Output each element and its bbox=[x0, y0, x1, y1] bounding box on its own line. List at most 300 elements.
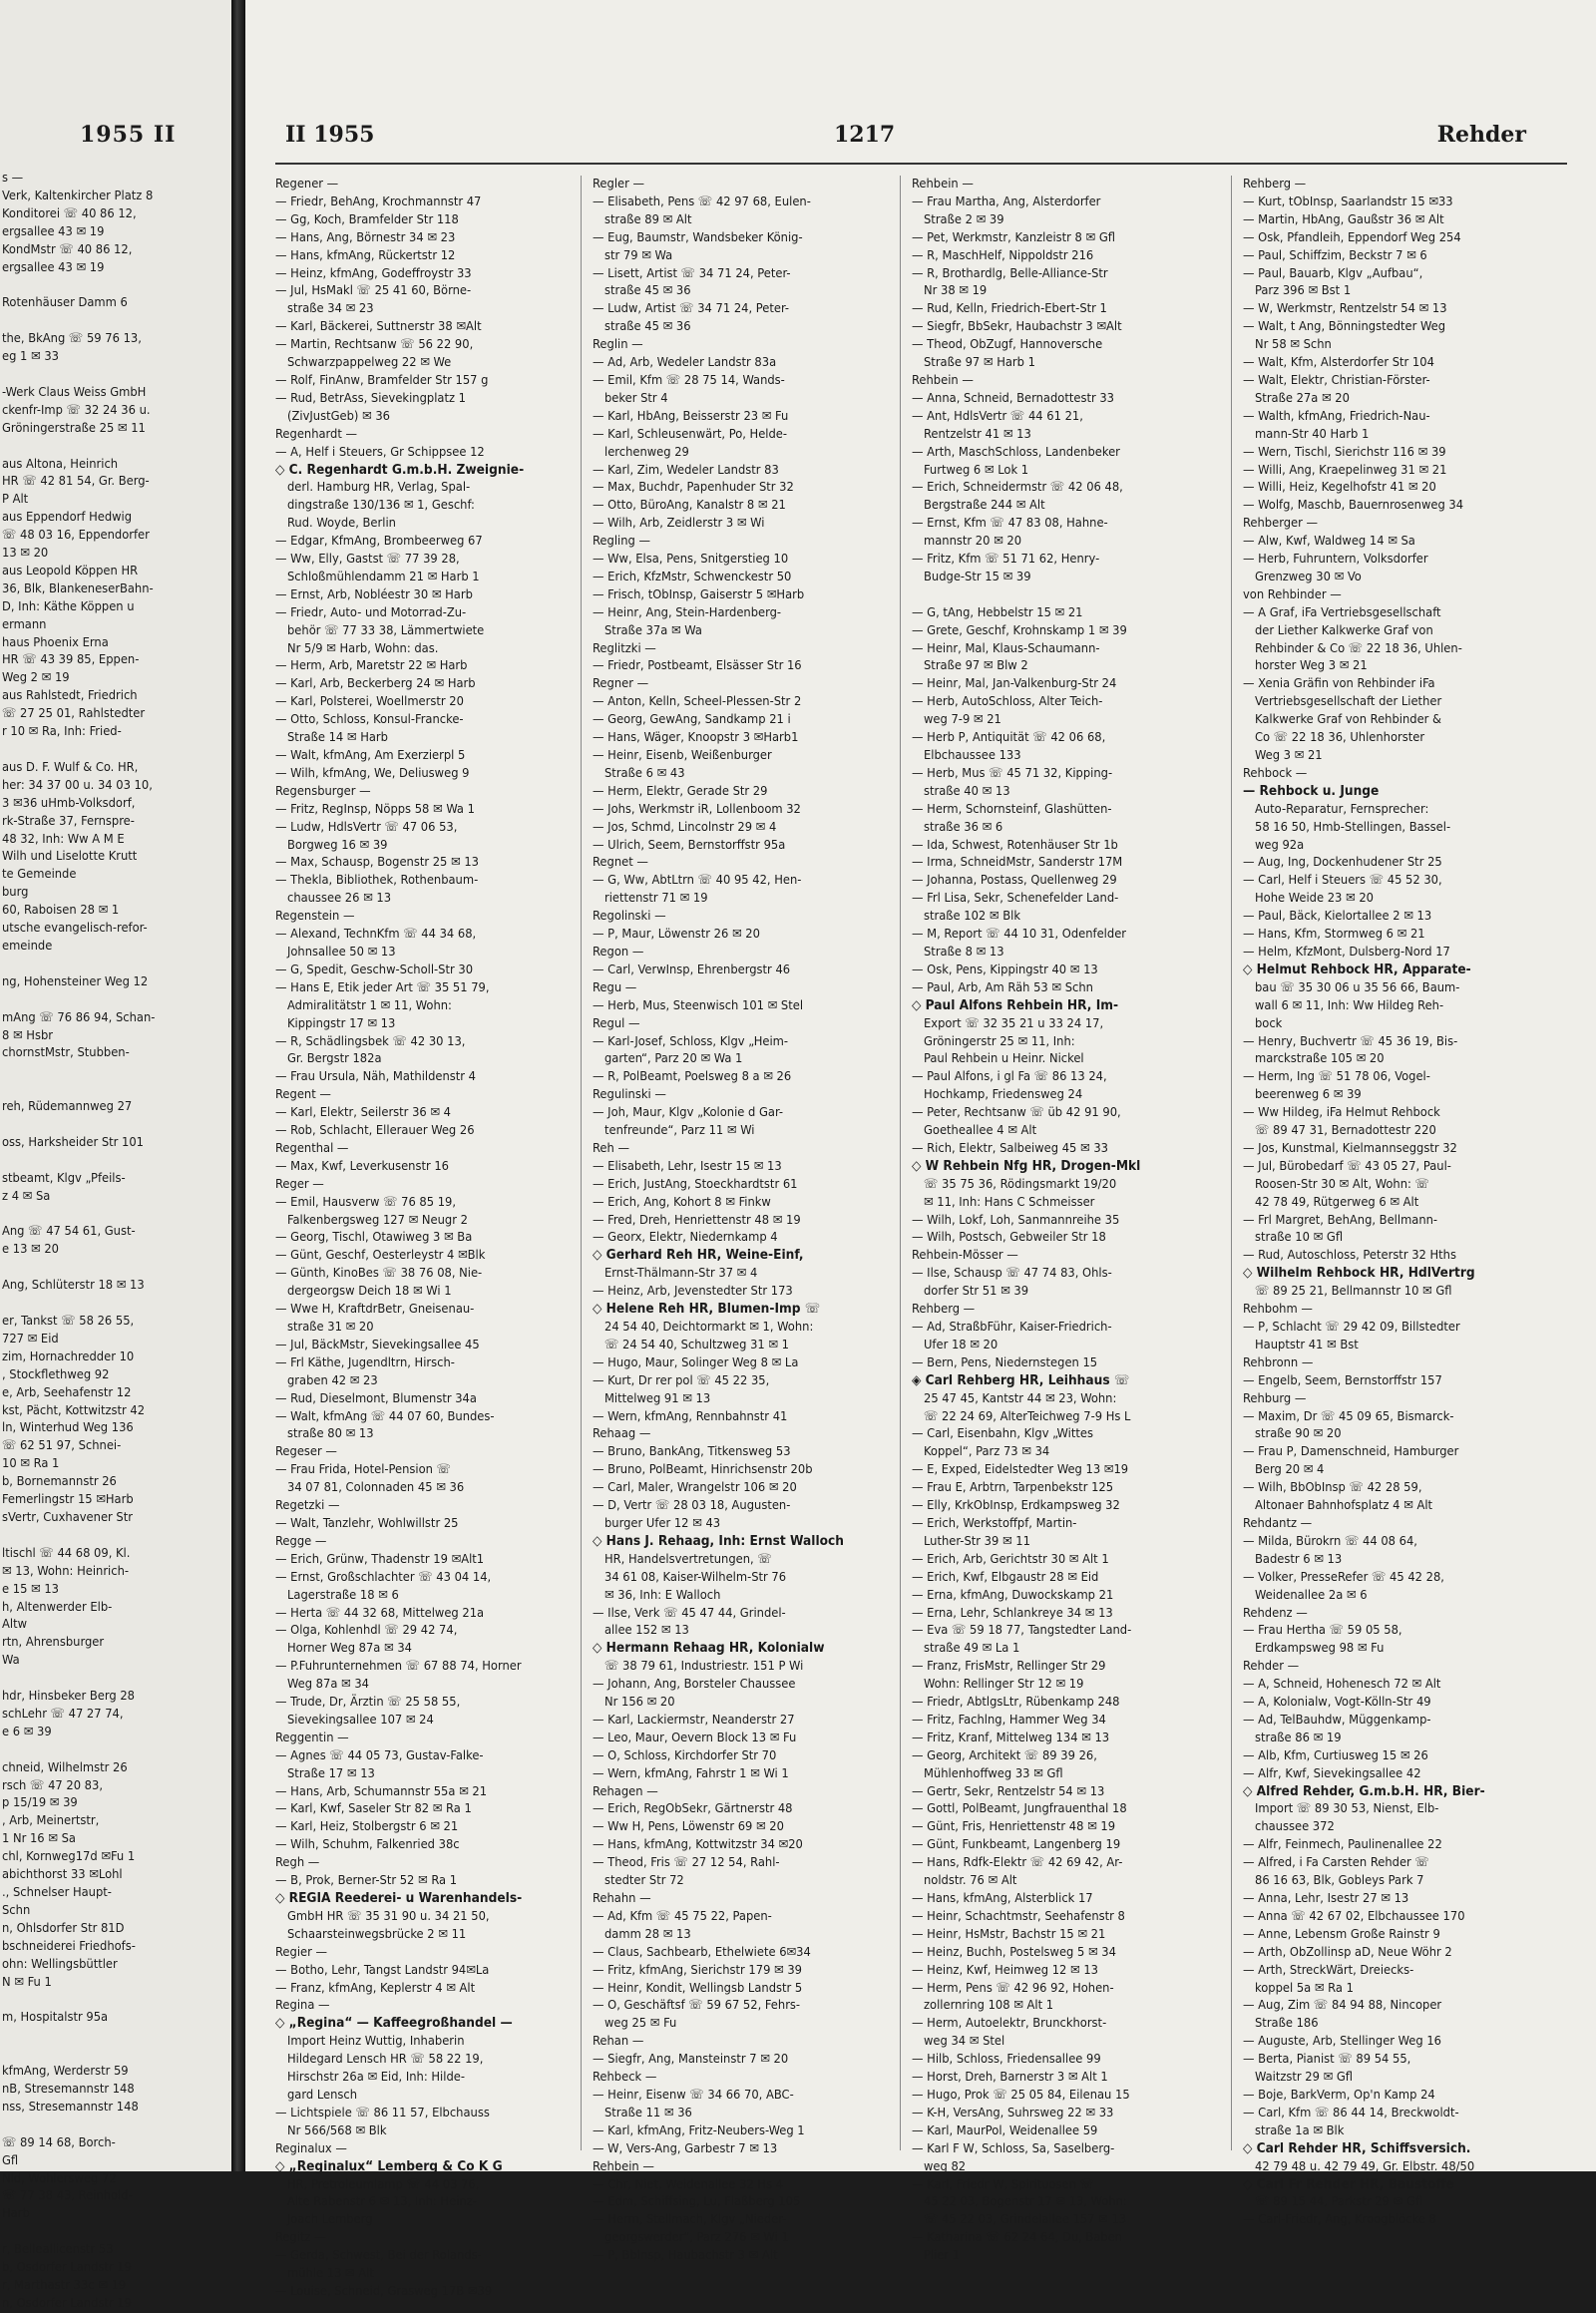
directory-entry: — R, Schädlingsbek ☏ 42 30 13, bbox=[275, 1033, 466, 1049]
directory-entry: — Wern, kfmAng, Rennbahnstr 41 bbox=[593, 1408, 788, 1424]
directory-entry: — Walt, kfmAng, Am Exerzierpl 5 bbox=[275, 748, 466, 763]
directory-entry: Regon — bbox=[593, 944, 644, 960]
directory-entry: Hohe Weide 23 ✉ 20 bbox=[1255, 891, 1374, 907]
left-page-line: Femerlingstr 15 ✉Harb bbox=[2, 1492, 134, 1508]
directory-entry: — Karl, Schleusenwärt, Po, Helde- bbox=[593, 426, 788, 442]
directory-entry: Regulinski — bbox=[593, 1087, 666, 1103]
directory-entry: — Franz, kfmAng, Keplerstr 4 ✉ Alt bbox=[275, 1980, 476, 1996]
directory-entry: straße 1a ✉ Blk bbox=[1255, 2122, 1345, 2138]
directory-entry: Straße 27a ✉ 20 bbox=[1255, 390, 1350, 406]
directory-entry: — Erich, Kwf, Elbgaustr 28 ✉ Eid bbox=[912, 1569, 1099, 1585]
left-page-line bbox=[0, 2117, 227, 2134]
directory-entry: Schwarzpappelweg 22 ✉ We bbox=[287, 355, 452, 371]
directory-entry: — Jul, BäckMstr, Sievekingsallee 45 bbox=[275, 1337, 480, 1352]
left-page-line bbox=[0, 1259, 227, 1277]
directory-entry: — Wilh, kfmAng, We, Deliusweg 9 bbox=[275, 765, 470, 781]
directory-entry: — Fred, Dreh, Henriettenstr 48 ✉ 19 bbox=[593, 1212, 801, 1228]
left-page-line: eg 1 ✉ 33 bbox=[2, 349, 59, 365]
directory-entry: — Horst, Dreh, Barnerstr 3 ✉ Alt 1 bbox=[912, 2070, 1108, 2086]
directory-entry: damm 28 ✉ 13 bbox=[604, 1926, 691, 1942]
directory-entry: — Wilh, Schuhm, Falkenried 38c bbox=[275, 1837, 460, 1853]
directory-entry: — Siegfr, BbSekr, Haubachstr 3 ✉Alt bbox=[912, 319, 1122, 335]
directory-entry: — G, Ww, AbtLtrn ☏ 40 95 42, Hen- bbox=[593, 873, 802, 889]
directory-entry: 42 78 49, Rütgerweg 6 ✉ Alt bbox=[1255, 1194, 1419, 1210]
directory-entry: straße 90 ✉ 20 bbox=[1255, 1426, 1342, 1442]
directory-entry: Lagerstraße 18 ✉ 6 bbox=[287, 1587, 399, 1603]
left-page-line: sVertr, Cuxhavener Str bbox=[2, 1509, 133, 1525]
header-rule bbox=[275, 163, 1567, 165]
directory-entry: — Helm, KfzMont, Dulsberg-Nord 17 bbox=[1243, 944, 1450, 960]
left-page-line bbox=[0, 2027, 227, 2045]
directory-entry: — Fritz, kfmAng, Sierichstr 179 ✉ 39 bbox=[593, 1962, 803, 1978]
directory-entry: straße 102 ✉ Blk bbox=[924, 909, 1020, 925]
directory-entry: Rehder — bbox=[1243, 1659, 1300, 1675]
directory-entry: marckstraße 105 ✉ 20 bbox=[1255, 1051, 1385, 1067]
directory-entry: — Walt, Tanzlehr, Wohlwillstr 25 bbox=[275, 1515, 459, 1531]
directory-entry: — Hilb, Schloss, Friedensallee 99 bbox=[912, 2052, 1101, 2068]
directory-entry: — Siegfr, Ang, Mansteinstr 7 ✉ 20 bbox=[593, 2052, 789, 2068]
directory-entry: — Edm, Schiffsing, Lu, Flaßberg 105 bbox=[593, 2194, 801, 2210]
directory-entry: Regul — bbox=[593, 1015, 640, 1031]
directory-entry: ◇ REGIA Reederei- u Warenhandels- bbox=[275, 1890, 523, 1906]
directory-entry: — Karl, Friedr W, Spirituosen ☏ bbox=[912, 2176, 1094, 2192]
directory-entry: — Wwe H, KraftdrBetr, Gneisenau- bbox=[275, 1302, 475, 1318]
directory-entry: ☏ 35 75 36, Rödingsmarkt 19/20 bbox=[924, 1176, 1117, 1192]
directory-entry: Rehaag — bbox=[593, 1426, 651, 1442]
directory-entry: — Friedr, Postbeamt, Elsässer Str 16 bbox=[593, 658, 802, 674]
directory-entry: — Arth, StreckWärt, Dreiecks- bbox=[1243, 1962, 1414, 1978]
directory-entry: Rehahn — bbox=[593, 1891, 651, 1906]
directory-entry: — Karl, Bäckerei, Suttnerstr 38 ✉Alt bbox=[275, 319, 482, 335]
left-page-line: ermann bbox=[2, 616, 47, 632]
directory-entry: — Wilh, Postsch, Gebweiler Str 18 bbox=[912, 1230, 1106, 1246]
directory-entry: Regh — bbox=[275, 1855, 320, 1871]
directory-entry: — Walt, t Ang, Bönningstedter Weg bbox=[1243, 319, 1446, 335]
directory-entry: Hauptstr 41 ✉ Bst bbox=[1255, 1337, 1359, 1352]
directory-entry: — Hans, Arb, Schumannstr 55a ✉ 21 bbox=[275, 1783, 488, 1799]
directory-entry: Ernst-Thälmann-Str 37 ✉ 4 bbox=[604, 1266, 758, 1282]
directory-entry: — Alw, Kwf, Waldweg 14 ✉ Sa bbox=[1243, 534, 1415, 550]
directory-entry: Rehbein-Mösser — bbox=[912, 1248, 1018, 1264]
directory-entry: weg 34 ✉ Stel bbox=[924, 2034, 1005, 2050]
directory-entry: — Johs, Werkmstr iR, Lollenboom 32 bbox=[593, 801, 801, 817]
directory-entry: ☏ 89 25 21, Bellmannstr 10 ✉ Gfl bbox=[1255, 1284, 1452, 1300]
directory-entry: — W, Vers-Ang, Garbestr 7 ✉ 13 bbox=[593, 2140, 778, 2156]
left-page-line: r 10 ✉ Ra, Inh: Fried- bbox=[2, 724, 122, 740]
directory-entry: — Bruno, PolBeamt, Hinrichsenstr 20b bbox=[593, 1462, 813, 1478]
directory-entry: straße 40 ✉ 13 bbox=[924, 783, 1010, 799]
left-page-line: P Alt bbox=[2, 492, 29, 508]
directory-entry: ◇ Paul Alfons Rehbein HR, Im- bbox=[912, 996, 1119, 1013]
directory-entry: horster Weg 3 ✉ 21 bbox=[1255, 658, 1368, 674]
directory-entry: ☏ 38 79 61, Industriestr. 151 P Wi bbox=[604, 1659, 804, 1675]
directory-entry: — R, Brothardlg, Belle-Alliance-Str bbox=[912, 265, 1108, 281]
directory-entry: — Frl Lisa, Sekr, Schenefelder Land- bbox=[912, 891, 1119, 907]
directory-entry: Reglitzki — bbox=[593, 640, 656, 656]
directory-entry: — Ilse, Schausp ☏ 47 74 83, Ohls- bbox=[912, 1266, 1112, 1282]
directory-entry: — Gg, Koch, Bramfelder Str 118 bbox=[275, 211, 459, 227]
directory-entry: riettenstr 71 ✉ 19 bbox=[604, 891, 708, 907]
directory-entry: — Max, Schausp, Bogenstr 25 ✉ 13 bbox=[275, 855, 479, 871]
directory-entry: ◇ Carl Rehder HR, Schiffsversich. bbox=[1243, 2139, 1471, 2156]
directory-entry: — Herb, Fuhruntern, Volksdorfer bbox=[1243, 552, 1428, 568]
left-page-line: n, Ohlsdorfer Str 81D bbox=[2, 1920, 125, 1936]
directory-entry: ◇ „Reginalux“ Lemberg & Co K G bbox=[275, 2157, 503, 2174]
left-page-line: N ✉ Fu 1 bbox=[2, 1974, 52, 1990]
directory-entry: — Bruno, BankAng, Titkensweg 53 bbox=[593, 1444, 791, 1460]
directory-entry: — Heinr, Mal, Klaus-Schaumann- bbox=[912, 640, 1100, 656]
directory-entry: 58 16 50, Hmb-Stellingen, Bassel- bbox=[1255, 819, 1451, 835]
directory-entry: Altonaer Bahnhofsplatz 4 ✉ Alt bbox=[1255, 1498, 1433, 1514]
left-page-line: ergsallee 43 ✉ 19 bbox=[2, 223, 105, 239]
directory-entry: — Heinr, Schachtmstr, Seehafenstr 8 bbox=[912, 1908, 1125, 1924]
directory-entry: — Thekla, Bibliothek, Rothenbaum- bbox=[275, 873, 479, 889]
directory-entry: — Anton, Kelln, Scheel-Plessen-Str 2 bbox=[593, 694, 802, 710]
left-page-line: stbeamt, Klgv „Pfeils- bbox=[2, 1170, 126, 1186]
left-page-line: D, Inh: Käthe Köppen u bbox=[2, 598, 135, 614]
left-page-line bbox=[0, 438, 227, 456]
directory-entry: Ufer 18 ✉ 20 bbox=[924, 1337, 998, 1352]
directory-entry: gard Lensch bbox=[287, 2087, 358, 2103]
directory-entry: Auto-Reparatur, Fernsprecher: bbox=[1255, 801, 1429, 817]
directory-entry: Kippingstr 17 ✉ 13 bbox=[287, 1015, 396, 1031]
directory-entry: ◇ W Rehbein Nfg HR, Drogen-Mkl bbox=[912, 1157, 1141, 1174]
directory-entry: — Maxim, Dr ☏ 45 09 65, Bismarck- bbox=[1243, 1408, 1454, 1424]
left-page-line: nB, Stresemannstr 148 bbox=[2, 2081, 135, 2097]
directory-entry: Waitzstr 29 ✉ Gfl bbox=[1255, 2070, 1354, 2086]
directory-entry: Goetheallee 4 ✉ Alt bbox=[924, 1123, 1037, 1139]
directory-entry: beerenweg 6 ✉ 39 bbox=[1255, 1087, 1362, 1103]
directory-entry: dingstraße 130/136 ✉ 1, Geschf: bbox=[287, 498, 475, 514]
directory-entry: (ZivJustGeb) ✉ 36 bbox=[287, 408, 391, 424]
directory-entry: — Erich, Ang, Kohort 8 ✉ Finkw bbox=[593, 1194, 771, 1210]
directory-entry: Sievekingsallee 107 ✉ 24 bbox=[287, 1712, 434, 1728]
directory-entry: Straße 97 ✉ Harb 1 bbox=[924, 355, 1035, 371]
directory-entry: — Ernst, Großschlachter ☏ 43 04 14, bbox=[275, 1569, 492, 1585]
directory-entry: — Arth, MaschSchloss, Landenbeker bbox=[912, 444, 1120, 460]
left-page-line: h, Altenwerder Elb- bbox=[2, 1599, 113, 1615]
directory-entry: — Karl-Josef, Schloss, Klgv „Heim- bbox=[593, 1033, 789, 1049]
directory-entry: HR, Handelsvertretungen, ☏ bbox=[604, 1551, 772, 1567]
directory-entry: garten“, Parz 20 ✉ Wa 1 bbox=[604, 1051, 743, 1067]
directory-entry: — Lichtspiele ☏ 86 11 57, Elbchauss bbox=[275, 2105, 490, 2120]
left-page-line: r, Marthastr 33c ✉ 19 bbox=[2, 2277, 127, 2293]
directory-entry: Horner Weg 87a ✉ 34 bbox=[287, 1641, 412, 1657]
left-page-line: Gröningerstraße 25 ✉ 11 bbox=[2, 420, 146, 436]
directory-entry: — Ida, Schwest, Rotenhäuser Str 1b bbox=[912, 837, 1118, 853]
directory-entry: — Bern, Pens, Niedernstegen 15 bbox=[912, 1354, 1098, 1370]
directory-entry: — Günt, Funkbeamt, Langenberg 19 bbox=[912, 1837, 1121, 1853]
directory-entry: — Ludw, Artist ☏ 34 71 24, Peter- bbox=[593, 301, 790, 317]
left-page-line: Gfl bbox=[2, 2152, 19, 2168]
directory-entry: — Herm, Stellmach, Klgv „Nieder- bbox=[593, 2212, 787, 2228]
directory-entry: — Alexand, TechnKfm ☏ 44 34 68, bbox=[275, 927, 477, 943]
directory-entry: Rehbein — bbox=[912, 177, 974, 192]
directory-entry: mann-Str 40 Harb 1 bbox=[1255, 426, 1370, 442]
directory-entry: Nr 156 ✉ 20 bbox=[604, 1695, 675, 1711]
left-page-header: 1955 II bbox=[80, 122, 177, 148]
directory-entry: Nr 5/9 ✉ Harb, Wohn: das. bbox=[287, 640, 439, 656]
directory-entry: — Martin, HbAng, Gaußstr 36 ✉ Alt bbox=[1243, 211, 1444, 227]
directory-entry: Rehan — bbox=[593, 2034, 644, 2050]
directory-entry: — D, Vertr ☏ 28 03 18, Augusten- bbox=[593, 1498, 791, 1514]
directory-entry: Straße 186 bbox=[1255, 2016, 1319, 2032]
directory-entry: — Wilh, BbObInsp ☏ 42 28 59, bbox=[1243, 1480, 1422, 1496]
directory-entry: — Karl, Kwf, Saseler Str 82 ✉ Ra 1 bbox=[275, 1801, 472, 1817]
left-page-line: ergsallee 43 ✉ 19 bbox=[2, 259, 105, 275]
left-page-line: chornstMstr, Stubben- bbox=[2, 1045, 130, 1061]
directory-entry: — Rich, Elektr, Salbeiweg 45 ✉ 33 bbox=[912, 1140, 1108, 1156]
directory-entry: — Hans, kfmAng, Alsterblick 17 bbox=[912, 1891, 1093, 1906]
left-page-line bbox=[0, 956, 227, 973]
directory-entry: Bergstraße 244 ✉ Alt bbox=[924, 498, 1045, 514]
directory-entry: bau ☏ 35 30 06 u 35 56 66, Baum- bbox=[1255, 979, 1460, 995]
directory-entry: — R, PolBeamt, Poelsweg 8 a ✉ 26 bbox=[593, 1069, 792, 1085]
left-page-line bbox=[0, 1991, 227, 2009]
left-page-line: -Werk Claus Weiss GmbH bbox=[2, 384, 147, 400]
directory-entry: — Aug, Ing, Dockenhudener Str 25 bbox=[1243, 855, 1442, 871]
directory-entry: Regenhardt — bbox=[275, 426, 358, 442]
directory-entry: — Gertr, Sekr, Rentzelstr 54 ✉ 13 bbox=[912, 1783, 1105, 1799]
left-page-line: emeinde bbox=[2, 938, 53, 954]
directory-column-2 bbox=[593, 176, 892, 2265]
directory-entry: Straße 37a ✉ Wa bbox=[604, 622, 702, 638]
directory-entry: — Walt, Elektr, Christian-Förster- bbox=[1243, 372, 1430, 388]
directory-entry: — Karl F W, Schloss, Sa, Saselberg- bbox=[912, 2140, 1115, 2156]
directory-entry: — Louise, Schneid, Grasweg 17B ✉39 bbox=[275, 2283, 493, 2299]
left-page-line bbox=[0, 312, 227, 330]
directory-entry: weg 7-9 ✉ 21 bbox=[924, 712, 1001, 728]
directory-entry: Johnsallee 50 ✉ 13 bbox=[287, 944, 396, 960]
left-page-line: oss, Harksheider Str 101 bbox=[2, 1134, 145, 1150]
left-page-line: e, Arb, Seehafenstr 12 bbox=[2, 1384, 132, 1400]
left-page-line: rk-Straße 37, Fernspre- bbox=[2, 813, 135, 829]
left-page-line: ., Schnelser Haupt- bbox=[2, 1885, 112, 1900]
left-page-line bbox=[0, 276, 227, 294]
directory-entry: — Herb, Mus, Steenwisch 101 ✉ Stel bbox=[593, 997, 804, 1013]
directory-entry: Erdkampsweg 98 ✉ Fu bbox=[1255, 1641, 1385, 1657]
directory-entry: ✉ 11, Inh: Hans C Schmeisser bbox=[924, 1194, 1095, 1210]
directory-entry: — Theod, Fris ☏ 27 12 54, Rahl- bbox=[593, 1855, 780, 1871]
left-page-line: reh, Rüdemannweg 27 bbox=[2, 1099, 133, 1115]
directory-entry: Regnet — bbox=[593, 855, 648, 871]
directory-entry: Mühlenhoffweg 33 ✉ Gfl bbox=[924, 1765, 1063, 1781]
directory-entry: — Hans E, Etik jeder Art ☏ 35 51 79, bbox=[275, 979, 490, 995]
directory-entry: — Carl, VerwInsp, Ehrenbergstr 46 bbox=[593, 962, 791, 977]
directory-column-4 bbox=[1243, 176, 1542, 2229]
left-page-line bbox=[0, 1527, 227, 1545]
directory-entry: — Ludw, HdlsVertr ☏ 47 06 53, bbox=[275, 819, 458, 835]
directory-entry: — P, Schlacht ☏ 29 42 09, Billstedter bbox=[1243, 1320, 1460, 1335]
directory-entry: Furtweg 6 ✉ Lok 1 bbox=[924, 462, 1029, 478]
directory-entry: Elbchaussee 133 bbox=[924, 748, 1021, 763]
directory-entry: — Paul, Schiffzim, Beckstr 7 ✉ 6 bbox=[1243, 247, 1427, 263]
left-page-line: s — bbox=[2, 171, 24, 186]
left-page-line: aus Rahlstedt, Friedrich bbox=[2, 688, 138, 704]
directory-entry: Rehagen — bbox=[593, 1783, 658, 1799]
left-page-line: z 4 ✉ Sa bbox=[2, 1188, 51, 1204]
directory-entry: — Aug, Zim ☏ 84 94 88, Nincoper bbox=[1243, 1998, 1442, 2014]
directory-entry: — Anne, Lebensm Große Rainstr 9 bbox=[1243, 1926, 1440, 1942]
column-divider bbox=[581, 176, 582, 2150]
directory-entry: ◇ Carl Fr Rehder HR, Baustoffe bbox=[1243, 2175, 1454, 2192]
directory-entry: Vertriebsgesellschaft der Liether bbox=[1255, 694, 1442, 710]
directory-entry: Rehbein — bbox=[593, 2158, 654, 2174]
directory-entry: — Henry, Buchvertr ☏ 45 36 19, Bis- bbox=[1243, 1033, 1458, 1049]
directory-entry: — O, Geschäftsf ☏ 59 67 52, Fehrs- bbox=[593, 1998, 801, 2014]
directory-entry: weg 25 ✉ Fu bbox=[604, 2016, 677, 2032]
directory-entry: Admiralitätstr 1 ✉ 11, Wohn: bbox=[287, 997, 452, 1013]
directory-entry: Grenzweg 30 ✉ Vo bbox=[1255, 569, 1362, 584]
directory-entry: str 79 ✉ Wa bbox=[604, 247, 673, 263]
directory-entry: Regensburger — bbox=[275, 783, 371, 799]
directory-entry: — Walt, Kfm, Alsterdorfer Str 104 bbox=[1243, 355, 1434, 371]
directory-entry: Alte Rabenstr 6 ✉ 13, Inh: Heinz- bbox=[287, 2194, 477, 2210]
directory-entry: — Ad, Kfm ☏ 45 75 22, Papen- bbox=[593, 1908, 772, 1924]
directory-entry: — Erich, JustAng, Stoeckhardtstr 61 bbox=[593, 1176, 798, 1192]
left-page-line: Schn bbox=[2, 1902, 31, 1918]
left-page-line: te Gemeinde bbox=[2, 867, 77, 883]
directory-entry: — Karl, Arb, Beckerberg 24 ✉ Harb bbox=[275, 676, 476, 692]
directory-entry: Straße 17 ✉ 13 bbox=[287, 1765, 375, 1781]
directory-entry: Luther-Str 39 ✉ 11 bbox=[924, 1533, 1030, 1549]
page-header-left: II 1955 bbox=[285, 122, 375, 148]
left-page-line: KondMstr ☏ 40 86 12, bbox=[2, 241, 133, 257]
directory-entry: Regling — bbox=[593, 534, 650, 550]
directory-entry: lerchenweg 29 bbox=[604, 444, 689, 460]
directory-entry: — Auguste, Arb, Stellinger Weg 16 bbox=[1243, 2034, 1442, 2050]
left-page-line: ☏ 62 51 97, Schnei- bbox=[2, 1438, 122, 1454]
directory-entry: — Willi, Ang, Kraepelinweg 31 ✉ 21 bbox=[1243, 462, 1447, 478]
directory-entry: — Otto, Schloss, Konsul-Francke- bbox=[275, 712, 464, 728]
directory-entry: Falkenbergsweg 127 ✉ Neugr 2 bbox=[287, 1212, 468, 1228]
directory-entry: — Arth, ObZollinsp aD, Neue Wöhr 2 bbox=[1243, 1944, 1452, 1960]
directory-entry: — Johann, Ang, Borsteler Chaussee bbox=[593, 1677, 796, 1693]
directory-entry: mühle 13 ✉ Alt bbox=[287, 2266, 374, 2282]
directory-entry: Straße 6 ✉ 43 bbox=[604, 765, 685, 781]
directory-entry: 34 07 81, Colonnaden 45 ✉ 36 bbox=[287, 1480, 465, 1496]
directory-entry: — Erich, Arb, Gerichtstr 30 ✉ Alt 1 bbox=[912, 1551, 1109, 1567]
directory-entry: — Paul, Bäck, Kielortallee 2 ✉ 13 bbox=[1243, 909, 1432, 925]
directory-entry: — Martin, Rechtsanw ☏ 56 22 90, bbox=[275, 337, 474, 353]
directory-entry: ◇ Wilhelm Rehbock HR, HdlVertrg bbox=[1243, 1265, 1475, 1282]
directory-entry: straße 45 ✉ 36 bbox=[604, 283, 691, 299]
left-page-line: HR ☏ 43 39 85, Eppen- bbox=[2, 652, 140, 668]
directory-entry: — Heinr, Mal, Jan-Valkenburg-Str 24 bbox=[912, 676, 1117, 692]
directory-entry: Reh — bbox=[593, 1140, 629, 1156]
directory-entry: — Osk, Pfandleih, Eppendorf Weg 254 bbox=[1243, 229, 1461, 245]
left-page-line: m, Hospitalstr 95a bbox=[2, 2010, 109, 2026]
directory-entry: Badestr 6 ✉ 13 bbox=[1255, 1551, 1343, 1567]
directory-entry: — Hans, Ang, Börnestr 34 ✉ 23 bbox=[275, 229, 456, 245]
left-page-line: chl, Kornweg17d ✉Fu 1 bbox=[2, 1849, 136, 1865]
directory-entry: Joach Lemberg bbox=[287, 2212, 373, 2228]
directory-entry: — Karl, Polsterei, Woellmerstr 20 bbox=[275, 694, 464, 710]
directory-entry: — Hans, kfmAng, Kottwitzstr 34 ✉20 bbox=[593, 1837, 803, 1853]
directory-entry: — Heinz, Buchh, Postelsweg 5 ✉ 34 bbox=[912, 1944, 1116, 1960]
directory-entry: Paul Rehbein u Heinr. Nickel bbox=[924, 1051, 1084, 1067]
directory-entry: Regier — bbox=[275, 1944, 328, 1960]
directory-entry: dergeorgsw Deich 18 ✉ Wi 1 bbox=[287, 1284, 452, 1300]
left-page-line: bschneiderei Friedhofs- bbox=[2, 1938, 136, 1954]
directory-entry: ☏ 24 54 40, Schultzweg 31 ✉ 1 bbox=[604, 1337, 789, 1352]
directory-entry: — Fritz, Kranf, Mittelweg 134 ✉ 13 bbox=[912, 1730, 1110, 1745]
directory-entry: — Ulrich, Seem, Bernstorffstr 95a bbox=[593, 837, 786, 853]
left-page-line: Rotenhäuser Damm 6 bbox=[2, 295, 128, 311]
left-page-line: ☏ 48 03 16, Eppendorfer bbox=[2, 528, 150, 544]
left-page-line bbox=[0, 2045, 227, 2063]
left-page-line bbox=[0, 1152, 227, 1170]
directory-entry: wall 6 ✉ 11, Inh: Ww Hildeg Reh- bbox=[1255, 997, 1444, 1013]
directory-entry: Schaarsteinwegsbrücke 2 ✉ 11 bbox=[287, 1926, 467, 1942]
directory-entry: — Emil, Kfm ☏ 28 75 14, Wands- bbox=[593, 372, 785, 388]
directory-entry: Regetzki — bbox=[275, 1498, 340, 1514]
page-header bbox=[245, 122, 1596, 152]
directory-entry: graben 42 ✉ 23 bbox=[287, 1372, 378, 1388]
left-page-line bbox=[0, 366, 227, 384]
directory-entry: — Hugo, Maur, Solinger Weg 8 ✉ La bbox=[593, 1354, 799, 1370]
left-page-line bbox=[0, 741, 227, 759]
directory-entry: ◇ Hans J. Rehaag, Inh: Ernst Walloch bbox=[593, 1532, 845, 1549]
directory-entry: Regner — bbox=[593, 676, 649, 692]
left-page-line: chneid, Wilhelmstr 26 bbox=[2, 1759, 128, 1775]
directory-entry: — Ad, TelBauhdw, Müggenkamp- bbox=[1243, 1712, 1431, 1728]
directory-entry: — Alfred, i Fa Carsten Rehder ☏ bbox=[1243, 1855, 1429, 1871]
directory-entry: 86 16 63, Blk, Gobleys Park 7 bbox=[1255, 1873, 1424, 1889]
column-divider bbox=[1231, 176, 1232, 2150]
directory-entry: — Irma, SchneidMstr, Sanderstr 17M bbox=[912, 855, 1123, 871]
directory-entry: — Erich, Grünw, Thadenstr 19 ✉Alt1 bbox=[275, 1551, 485, 1567]
directory-entry: — Alb, Kfm, Curtiusweg 15 ✉ 26 bbox=[1243, 1747, 1428, 1763]
directory-entry: ☏ 22 24 69, AlterTeichweg 7-9 Hs L bbox=[924, 1408, 1131, 1424]
left-page-line: ln, Winterhud Weg 136 bbox=[2, 1420, 134, 1436]
directory-entry: — Ww H, Pens, Löwenstr 69 ✉ 20 bbox=[593, 1819, 784, 1835]
directory-entry: — Erich, RegObSekr, Gärtnerstr 48 bbox=[593, 1801, 793, 1817]
left-page-line: n, Osdorfer Landstr 19 bbox=[2, 2295, 132, 2311]
directory-entry: Regolinski — bbox=[593, 909, 666, 925]
directory-entry: Regener — bbox=[275, 177, 339, 192]
directory-entry: — Erich, Schneidermstr ☏ 42 06 48, bbox=[912, 480, 1123, 496]
directory-entry: — Frisch, tObInsp, Gaiserstr 5 ✉Harb bbox=[593, 586, 805, 602]
directory-entry: straße 34 ✉ 23 bbox=[287, 301, 374, 317]
directory-entry: Reggentin — bbox=[275, 1730, 349, 1745]
left-page-line: Wa bbox=[2, 1653, 20, 1669]
directory-entry: — Herm, Arb, Maretstr 22 ✉ Harb bbox=[275, 658, 468, 674]
directory-entry: 24 54 40, Deichtormarkt ✉ 1, Wohn: bbox=[604, 1320, 814, 1335]
left-page-line: kst, Pächt, Kottwitzstr 42 bbox=[2, 1402, 146, 1418]
directory-entry: — Milda, Bürokrn ☏ 44 08 64, bbox=[1243, 1533, 1417, 1549]
directory-entry: — Franz, FrisMstr, Rellinger Str 29 bbox=[912, 1659, 1106, 1675]
left-page-line: ltischl ☏ 44 68 09, Kl. bbox=[2, 1545, 131, 1561]
directory-entry: Weg 87a ✉ 34 bbox=[287, 1677, 369, 1693]
directory-entry: — Frau Ursula, Näh, Mathildenstr 4 bbox=[275, 1069, 477, 1085]
left-page-line: ✉ 13, Wohn: Heinrich- bbox=[2, 1563, 130, 1579]
directory-entry: — Fritz, RegInsp, Nöpps 58 ✉ Wa 1 bbox=[275, 801, 475, 817]
directory-entry: Koppel“, Parz 73 ✉ 34 bbox=[924, 1444, 1050, 1460]
directory-entry: Regina — bbox=[275, 1998, 330, 2014]
left-page-line: 36, Blk, BlankeneserBahn- bbox=[2, 580, 154, 596]
left-page-line: aus Leopold Köppen HR bbox=[2, 563, 139, 578]
directory-entry: Plier 1 bbox=[924, 2248, 961, 2264]
directory-entry: ◇ Helmut Rehbock HR, Apparate- bbox=[1243, 961, 1471, 977]
directory-entry: — Hans, Wäger, Knoopstr 3 ✉Harb1 bbox=[593, 730, 799, 746]
left-page-line: Ang, Schlüterstr 18 ✉ 13 bbox=[2, 1278, 145, 1294]
directory-entry: — Eva ☏ 59 18 77, Tangstedter Land- bbox=[912, 1623, 1132, 1639]
directory-entry: — Rehbock u. Junge bbox=[1243, 782, 1380, 799]
directory-entry: Regler — bbox=[593, 177, 645, 192]
directory-entry: — Günth, KinoBes ☏ 38 76 08, Nie- bbox=[275, 1266, 483, 1282]
left-page-line: 10 ✉ Ra 1 bbox=[2, 1456, 60, 1472]
